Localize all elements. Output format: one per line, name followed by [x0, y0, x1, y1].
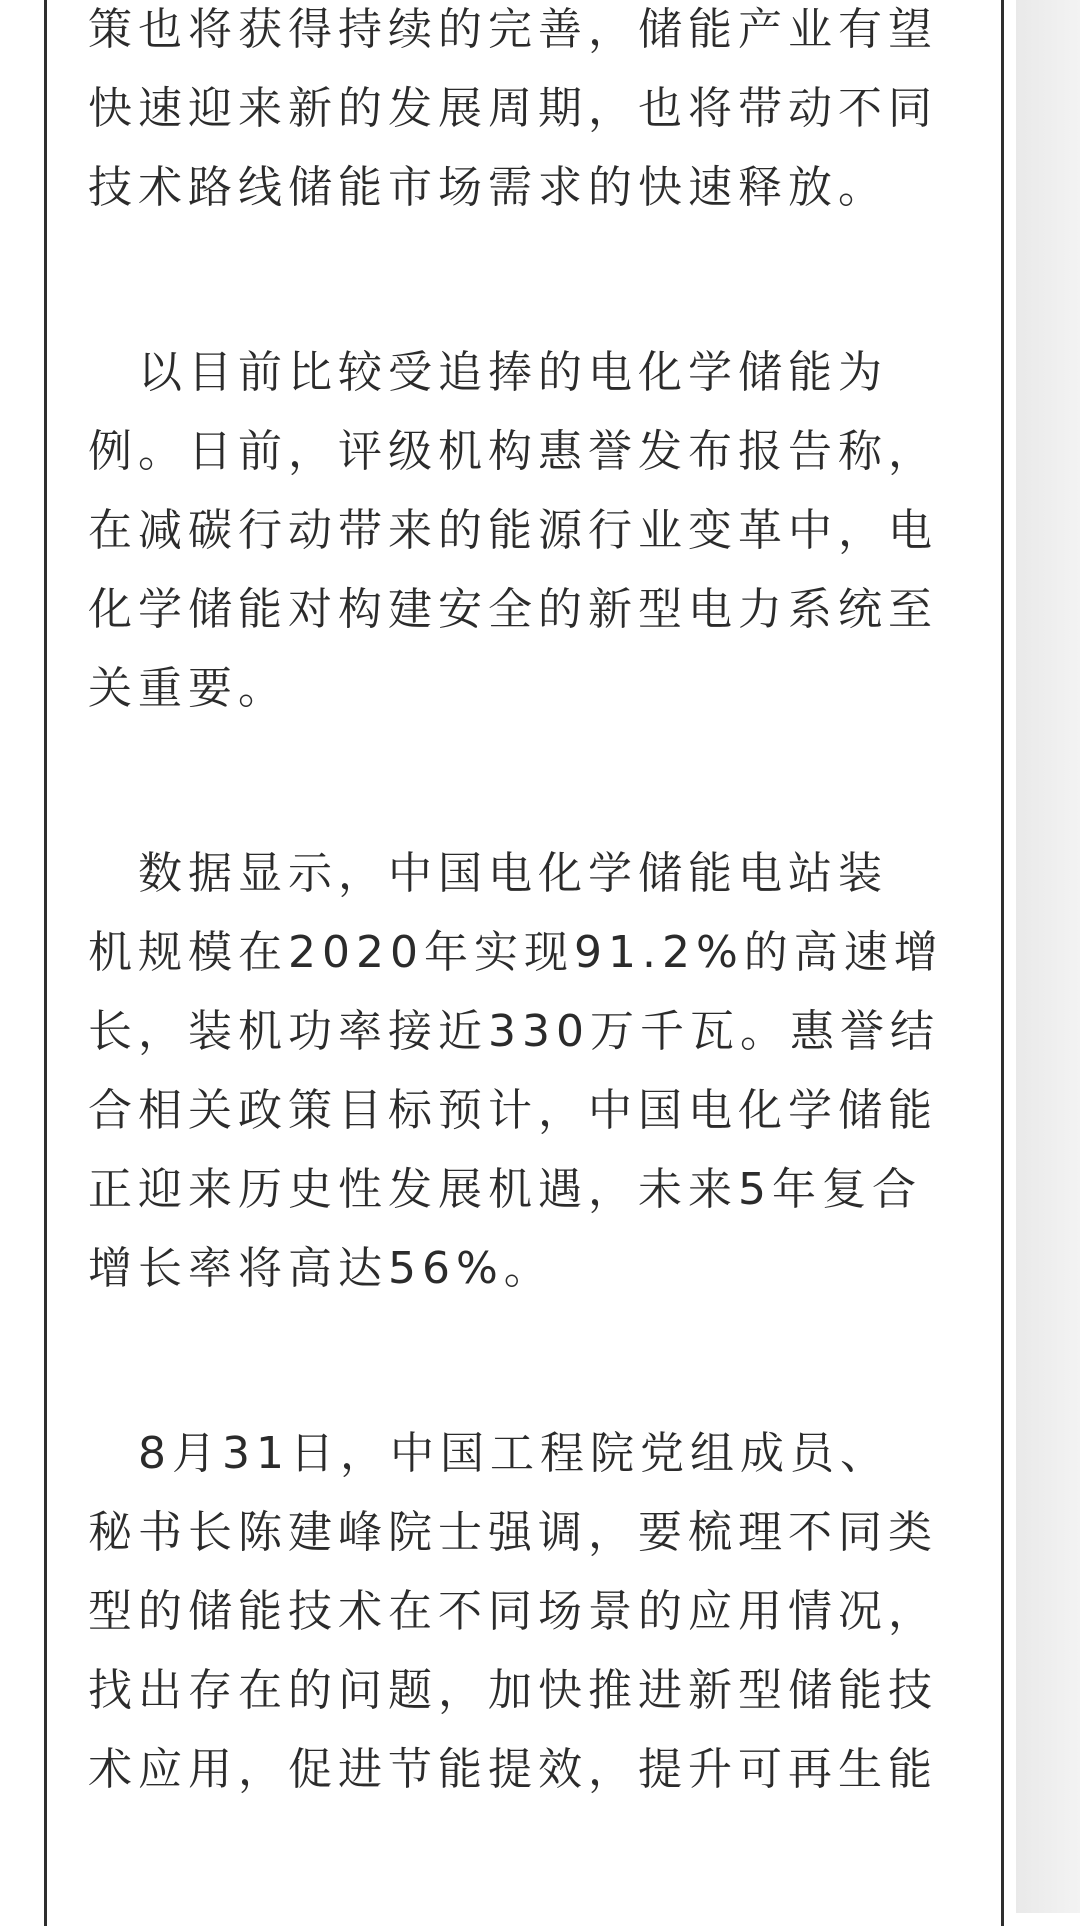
right-edge-shadow — [1016, 0, 1080, 1913]
paragraph-2 — [88, 333, 968, 728]
text-line: 术应用，促进节能提效，提升可再生能 — [88, 1744, 938, 1795]
text-line: 以目前比较受追捧的电化学储能为 — [88, 347, 888, 398]
paragraph-4 — [88, 1414, 968, 1809]
text-line: 化学储能对构建安全的新型电力系统至 — [88, 584, 938, 635]
text-line: 合相关政策目标预计，中国电化学储能 — [88, 1085, 938, 1136]
text-line: 增长率将高达56%。 — [88, 1243, 554, 1294]
text-line: 找出存在的问题，加快推进新型储能技 — [88, 1665, 938, 1716]
text-line: 8月31日，中国工程院党组成员、 — [88, 1428, 890, 1479]
text-line: 正迎来历史性发展机遇，未来5年复合 — [88, 1164, 922, 1215]
text-line: 型的储能技术在不同场景的应用情况， — [88, 1586, 938, 1637]
text-line: 关重要。 — [88, 663, 288, 714]
paragraph-1 — [88, 0, 968, 227]
text-line: 长，装机功率接近330万千瓦。惠誉结 — [88, 1006, 940, 1057]
text-line: 秘书长陈建峰院士强调，要梳理不同类 — [88, 1507, 938, 1558]
text-line: 机规模在2020年实现91.2%的高速增 — [88, 927, 944, 978]
article-body — [88, 0, 968, 1809]
text-line: 技术路线储能市场需求的快速释放。 — [88, 162, 888, 213]
text-line: 例。日前，评级机构惠誉发布报告称， — [88, 426, 938, 477]
text-line: 策也将获得持续的完善，储能产业有望 — [88, 4, 938, 55]
text-line: 数据显示，中国电化学储能电站装 — [88, 848, 888, 899]
text-line: 在减碳行动带来的能源行业变革中，电 — [88, 505, 938, 556]
paragraph-3 — [88, 834, 968, 1308]
text-line: 快速迎来新的发展周期，也将带动不同 — [88, 83, 938, 134]
